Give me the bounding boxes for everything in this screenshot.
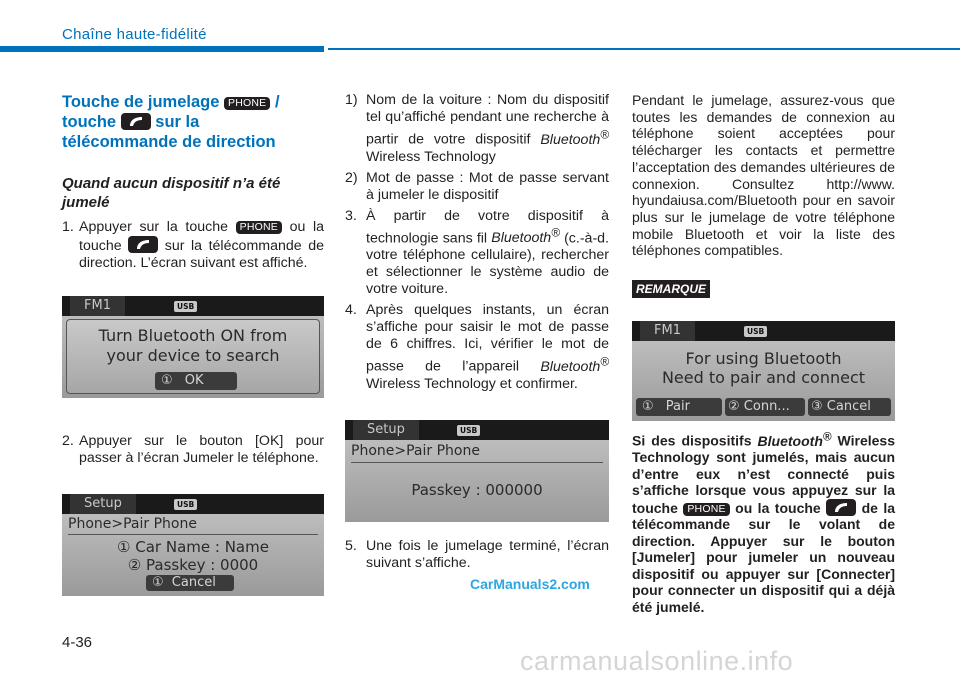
column-3 [632, 92, 895, 298]
item-text-part: sur la télécommande de direction. L’écran suivant est affiché. [79, 238, 324, 271]
item-text-part: À partir de votre dispositif à technologie sans fil [366, 207, 609, 247]
button-number: ② [728, 399, 740, 414]
list-item [345, 170, 609, 204]
item-number: 2. [62, 433, 74, 449]
subheading: Quand aucun dispositif n’a été jumelé [62, 175, 281, 211]
phone-key-icon [826, 499, 856, 516]
screen-divider [68, 534, 318, 535]
pairing-heading [62, 92, 324, 152]
heading-slash: / [274, 93, 280, 111]
screen-tab: Setup [353, 420, 419, 440]
line-number: ② [127, 556, 142, 574]
cancel-button[interactable] [146, 575, 234, 591]
button-label: Pair [665, 399, 690, 414]
paragraph: Pendant le jumelage, assurez-vous que toutes les demandes de connexion au téléphone soient acceptées pour télécharger les contacts et permettre l’acceptation des demandes ultérieures de connexion. Consultez http://www. hyundaiusa.com/Bluetooth pour en savoir plus sur le jumelage de votre téléphone mobile Bluetooth et voir la liste des téléphones compatibles. [632, 92, 895, 259]
screen-panel [62, 316, 324, 398]
heading-text: Touche de jumelage [62, 93, 220, 111]
screen-tab: Setup [70, 494, 136, 514]
item-text [79, 219, 324, 272]
passkey-line: Passkey : 000000 [411, 481, 543, 499]
screen-tab: FM1 [70, 296, 125, 316]
phone-key-icon [121, 113, 151, 130]
screen-panel [62, 514, 324, 596]
registered-mark: ® [822, 430, 832, 443]
item-text-part: (c.-à-d. votre téléphone cellulaire), rechercher et sélectionner le système audio de votre voiture. [366, 230, 609, 298]
item-number: 1) [345, 92, 358, 108]
watermark-carmanualsonline: carmanualsonline.info [520, 646, 794, 676]
item-text-part: Nom de la voiture : Nom du dispositif tel qu’affiché pendant une recherche à partir de votre dispositif [366, 92, 609, 148]
remark-text-part: Si des dispositifs [632, 432, 752, 449]
item-text: Mot de passe : Mot de passe servant à jumeler le dispositif [366, 169, 609, 203]
section-title: Chaîne haute-fidélité [62, 26, 207, 43]
list-item [345, 302, 609, 393]
line-text: Car Name : Name [135, 538, 269, 556]
remark-text [632, 429, 895, 615]
button-label: Cancel [171, 575, 216, 590]
step-5 [345, 536, 609, 572]
button-label: Conn... [743, 399, 790, 414]
button-number: ① [152, 575, 164, 590]
remark-text-part: ou la touche [735, 499, 821, 516]
usb-badge: USB [174, 301, 197, 312]
usb-badge: USB [744, 326, 767, 337]
item-text: Appuyer sur le bouton [OK] pour passer à l’écran Jumeler le téléphone. [79, 433, 324, 466]
page-number: 4-36 [62, 634, 93, 651]
dialog-line: Turn Bluetooth ON from [98, 326, 288, 345]
step-2 [62, 431, 324, 467]
item-number: 2) [345, 169, 358, 186]
phone-badge: PHONE [224, 97, 270, 110]
screen-pair-connect [632, 321, 895, 421]
brand-name: Bluetooth [757, 432, 823, 449]
ok-button[interactable] [155, 372, 237, 390]
screen-tab: FM1 [640, 321, 695, 341]
cancel-button[interactable] [808, 398, 891, 416]
usb-badge: USB [457, 425, 480, 436]
list-item [62, 433, 324, 467]
usb-badge: USB [174, 499, 197, 510]
list-item [345, 538, 609, 572]
heading-text: touche [62, 113, 117, 131]
item-text [366, 208, 609, 299]
item-text-part: Appuyer sur la touche [79, 219, 228, 235]
screen-panel [345, 440, 609, 522]
item-text: Une fois le jumelage terminé, l’écran suivant s’affiche. [366, 538, 609, 571]
line-text: Passkey : 0000 [146, 556, 259, 574]
button-number: ① [642, 399, 654, 414]
remark-row [632, 280, 895, 298]
screen-divider [351, 462, 603, 463]
item-text-part: Wireless Technology [366, 148, 496, 165]
item-number: 4. [345, 302, 357, 319]
item-text-part: ou la touche [79, 219, 324, 254]
phone-badge: PHONE [236, 221, 282, 234]
dialog-line [62, 537, 324, 557]
pair-button[interactable] [636, 398, 722, 416]
list-item [345, 92, 609, 166]
screen-breadcrumb: Phone>Pair Phone [351, 443, 480, 459]
list-item [62, 219, 324, 272]
screen-bluetooth-on [62, 296, 324, 398]
item-text [366, 302, 609, 393]
brand-name: Bluetooth [540, 359, 601, 376]
dialog-line: your device to search [106, 346, 280, 365]
item-number: 3. [345, 207, 357, 224]
list-item [345, 208, 609, 299]
remarque-badge: REMARQUE [632, 280, 710, 298]
dialog-line: For using Bluetooth [685, 349, 842, 368]
heading-text: télécommande de direction [62, 133, 276, 151]
phone-key-icon [128, 236, 158, 253]
button-number: ③ [811, 399, 823, 414]
remark-text-part: de la télécommande sur le volant de direction. Appuyer sur le bouton [Jumeler] pour jumeler un nouveau dispositif ou appuyer sur [Connecter] pour connecter un dispositif qui a déjà été jumelé. [632, 499, 896, 615]
watermark-carmanuals2: CarManuals2.com [470, 576, 590, 592]
column-1 [62, 92, 324, 272]
screen-panel [632, 341, 895, 421]
registered-mark: ® [551, 225, 560, 240]
brand-name: Bluetooth [491, 230, 552, 247]
item-number: 1. [62, 219, 74, 235]
item-number: 5. [345, 538, 357, 554]
screen-breadcrumb: Phone>Pair Phone [68, 516, 197, 532]
button-label: Cancel [826, 399, 871, 414]
registered-mark: ® [600, 354, 609, 369]
button-label: OK [184, 373, 204, 388]
item-text-part: Wireless Technology et confirmer. [366, 376, 578, 393]
column-2 [345, 92, 609, 393]
heading-text: sur la [155, 113, 200, 131]
dialog-line: Need to pair and connect [661, 368, 866, 387]
item-text [366, 92, 609, 166]
remark-text-part: Wireless Technology sont jumelés, mais aucun d’entre eux n’est connecté puis s’affiche lorsque vous appuyez sur la touche [632, 432, 895, 516]
header-rule-thick [0, 46, 324, 52]
screen-pair-phone [62, 494, 324, 596]
button-number: ① [161, 373, 173, 388]
screen-passkey [345, 420, 609, 522]
dialog-line [62, 555, 324, 575]
line-number: ① [117, 538, 131, 556]
item-text-part: Après quelques instants, un écran s’affiche pour saisir le mot de passe de 6 chiffres. Ici, vérifier le mot de passe de l’appareil [366, 302, 609, 376]
header-rule-thin [328, 48, 960, 50]
screen-dialog [66, 319, 320, 394]
brand-name: Bluetooth [540, 131, 601, 148]
phone-badge: PHONE [683, 503, 729, 516]
connect-button[interactable] [725, 398, 805, 416]
registered-mark: ® [600, 127, 609, 141]
